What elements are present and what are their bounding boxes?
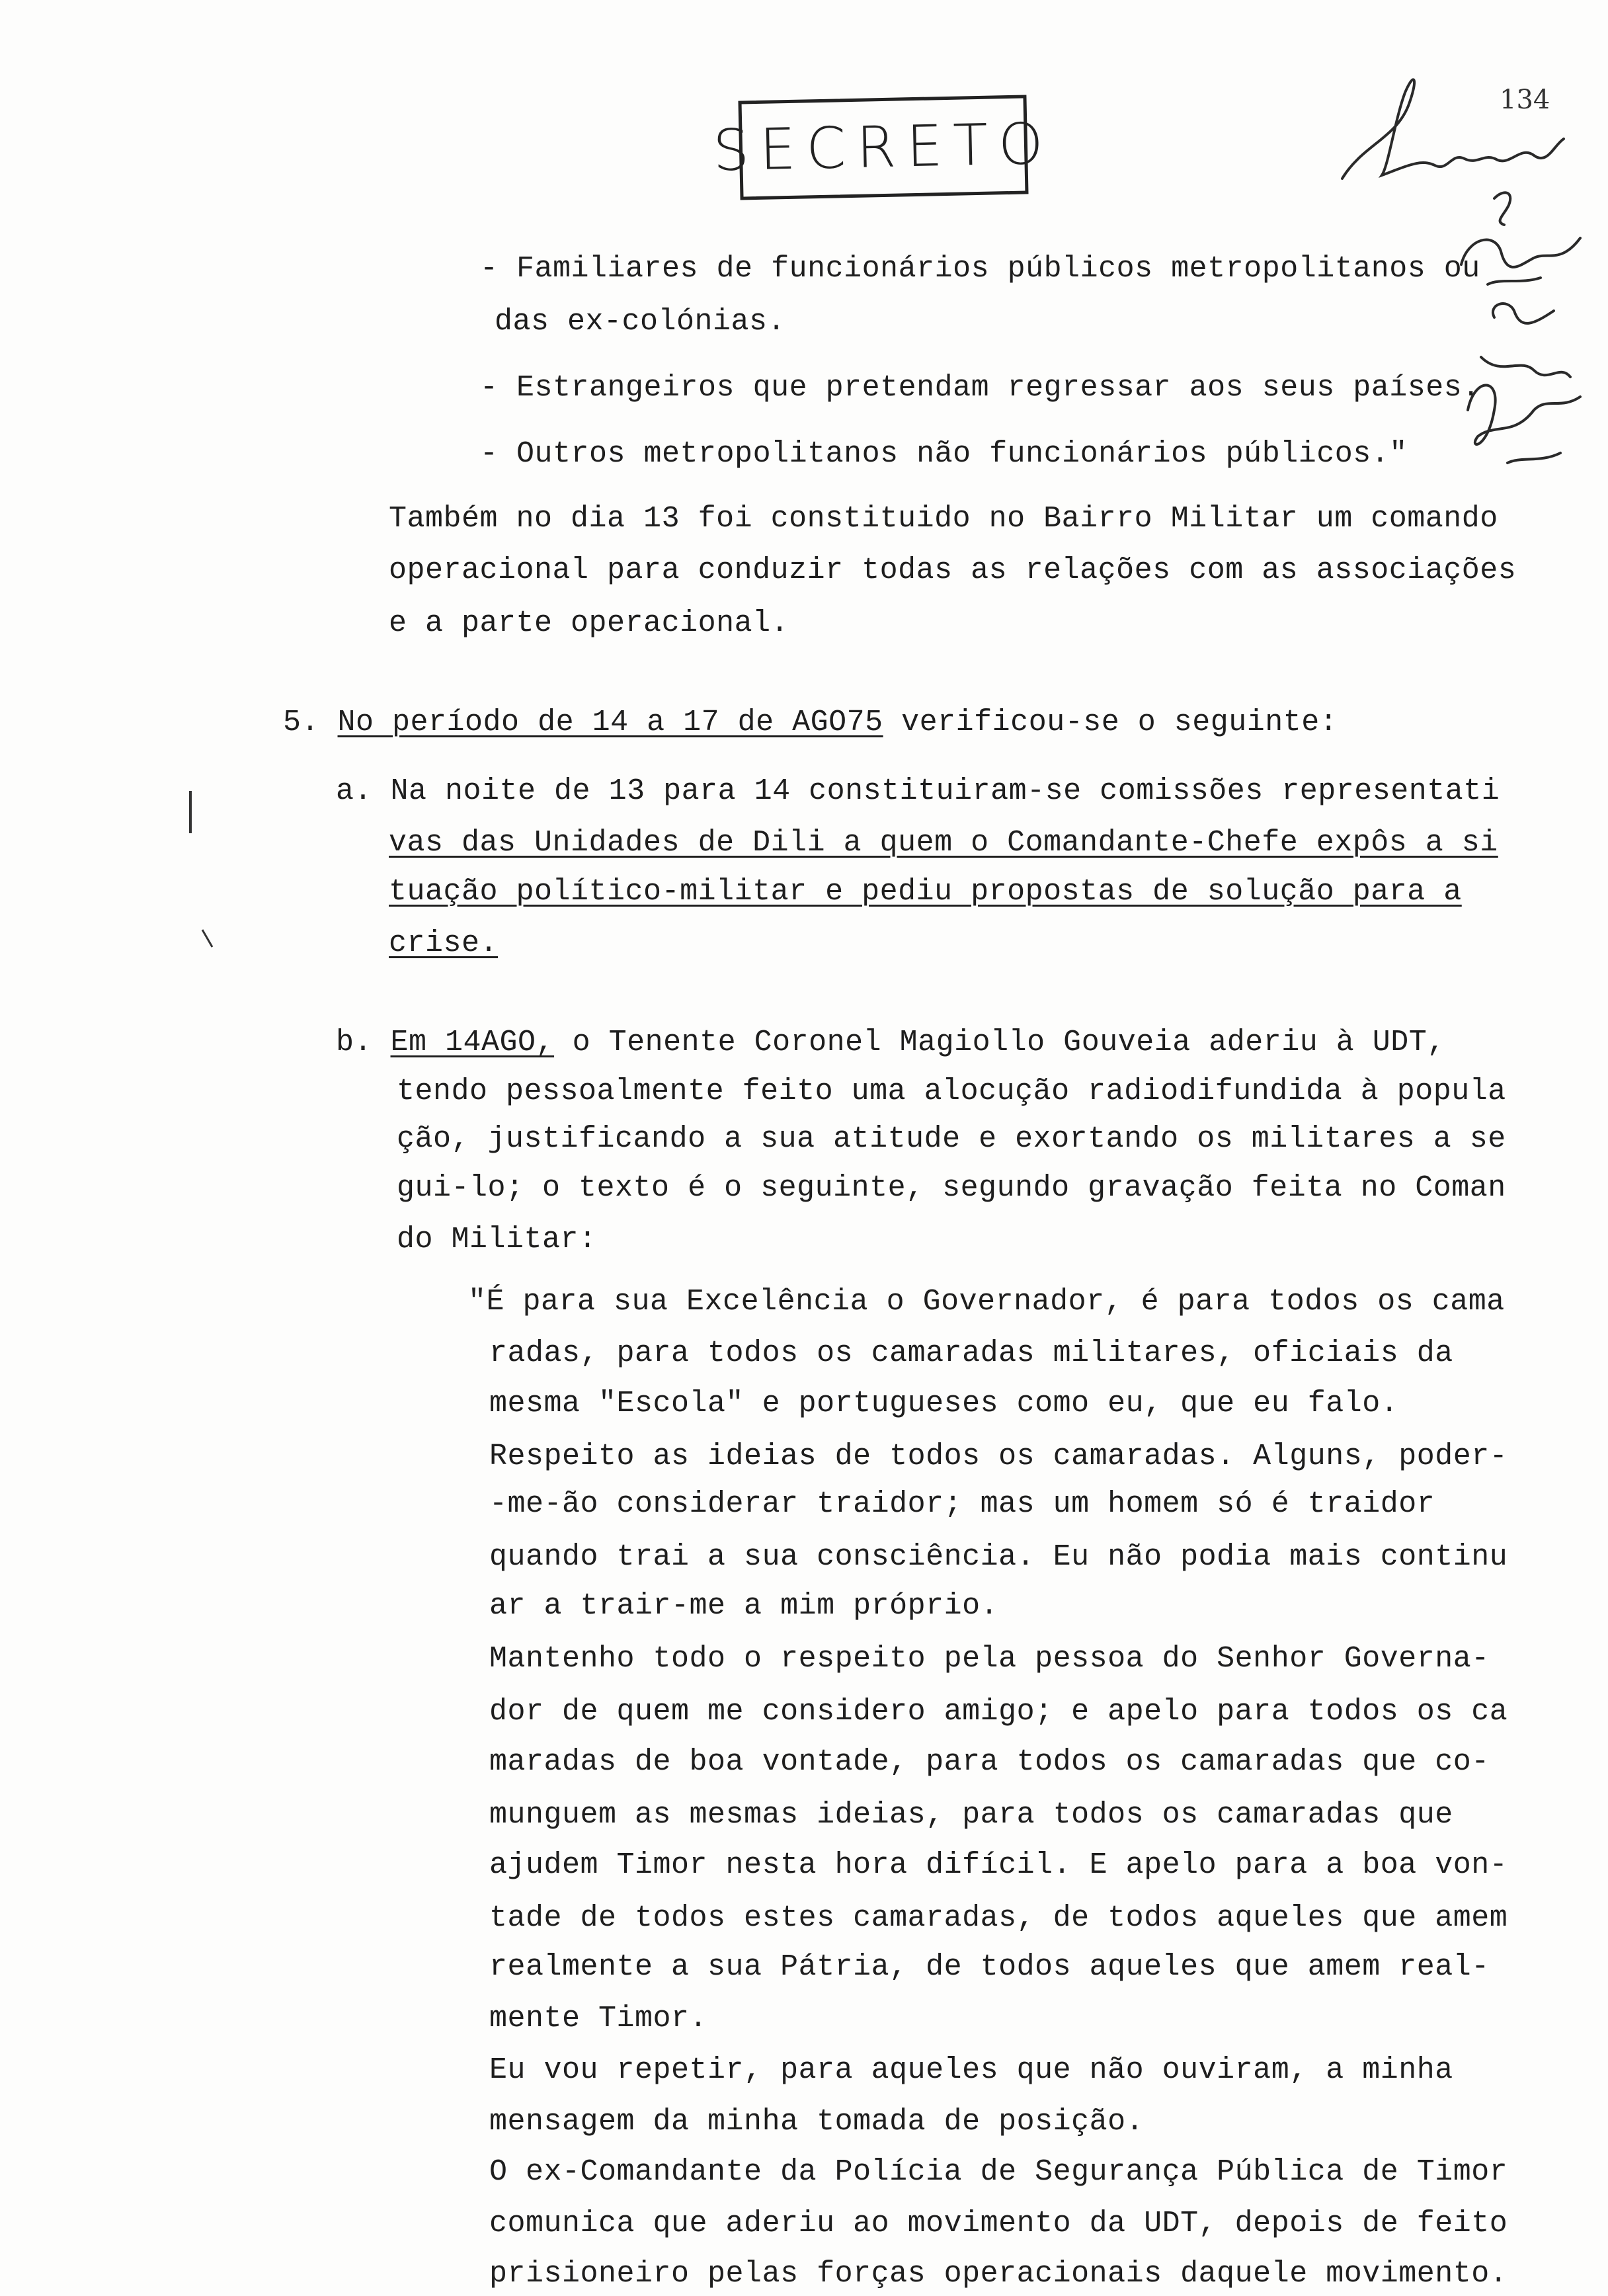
quote-line: realmente a sua Pátria, de todos aqueles que amem real- xyxy=(489,1950,1490,1984)
quote-line: radas, para todos os camaradas militares, oficiais da xyxy=(489,1336,1453,1370)
section-rest: verificou-se o seguinte: xyxy=(883,706,1338,739)
text-line: ção, justificando a sua atitude e exortando os militares a se xyxy=(397,1122,1506,1156)
item-b-letter: b. xyxy=(336,1026,391,1059)
text-line: a. Na noite de 13 para 14 constituiram-se comissões representati xyxy=(336,774,1500,808)
quote-line: Mantenho todo o respeito pela pessoa do Senhor Governa- xyxy=(489,1642,1490,1676)
item-b-date: Em 14AGO, xyxy=(390,1026,555,1059)
quote-line: mesma "Escola" e portugueses como eu, que eu falo. xyxy=(489,1387,1399,1420)
text-line: operacional para conduzir todas as relações com as associações xyxy=(389,554,1517,587)
section-number: 5. xyxy=(283,706,338,739)
secret-stamp xyxy=(712,95,1055,200)
stamp-text: SECRETO xyxy=(712,110,1055,184)
text-line: tendo pessoalmente feito uma alocução radiodifundida à popula xyxy=(397,1075,1506,1108)
quote-line: maradas de boa vontade, para todos os camaradas que co- xyxy=(489,1745,1490,1779)
section-heading xyxy=(283,705,1338,741)
margin-mark xyxy=(202,929,214,947)
item-b-heading xyxy=(336,1025,1445,1061)
quote-line: quando trai a sua consciência. Eu não podia mais continu xyxy=(489,1540,1508,1574)
quote-line: O ex-Comandante da Polícia de Segurança Pública de Timor xyxy=(489,2155,1508,2189)
quote-line: ar a trair-me a mim próprio. xyxy=(489,1589,999,1623)
text-line: - Estrangeiros que pretendam regressar aos seus países. xyxy=(480,371,1480,405)
quote-line: ajudem Timor nesta hora difícil. E apelo para a boa von- xyxy=(489,1848,1508,1882)
text-line: crise. xyxy=(389,926,499,960)
quote-line: "É para sua Excelência o Governador, é para todos os cama xyxy=(468,1285,1505,1319)
text-line: gui-lo; o texto é o seguinte, segundo gravação feita no Coman xyxy=(397,1171,1506,1205)
quote-line: Respeito as ideias de todos os camaradas. Alguns, poder- xyxy=(489,1440,1508,1473)
quote-line: comunica que aderiu ao movimento da UDT, depois de feito xyxy=(489,2207,1508,2240)
quote-line: dor de quem me considero amigo; e apelo para todos os ca xyxy=(489,1695,1508,1729)
text-line: Também no dia 13 foi constituido no Bairro Militar um comando xyxy=(389,502,1498,536)
quote-line: Eu vou repetir, para aqueles que não ouviram, a minha xyxy=(489,2053,1453,2087)
section-period: No período de 14 a 17 de AGO75 xyxy=(337,706,883,739)
quote-line: mensagem da minha tomada de posição. xyxy=(489,2105,1145,2139)
page-number: 134 xyxy=(1500,85,1550,115)
item-b-rest: o Tenente Coronel Magiollo Gouveia aderiu à UDT, xyxy=(554,1026,1445,1059)
quote-line: tade de todos estes camaradas, de todos aqueles que amem xyxy=(489,1901,1508,1935)
text-line: das ex-colónias. xyxy=(495,305,786,339)
quote-line: -me-ão considerar traidor; mas um homem só é traidor xyxy=(489,1487,1435,1521)
text-line: e a parte operacional. xyxy=(389,606,789,640)
text-line: vas das Unidades de Dili a quem o Comandante-Chefe expôs a si xyxy=(389,826,1498,860)
quote-line: munguem as mesmas ideias, para todos os camaradas que xyxy=(489,1798,1453,1832)
text-line: - Outros metropolitanos não funcionários públicos." xyxy=(480,437,1408,471)
quote-line: prisioneiro pelas forças operacionais daquele movimento. xyxy=(489,2257,1508,2291)
margin-mark xyxy=(189,791,192,833)
text-line: tuação político-militar e pediu propostas de solução para a xyxy=(389,875,1462,909)
text-line: - Familiares de funcionários públicos metropolitanos ou xyxy=(480,252,1480,286)
quote-line: mente Timor. xyxy=(489,2002,708,2035)
text-line: do Militar: xyxy=(397,1223,597,1256)
